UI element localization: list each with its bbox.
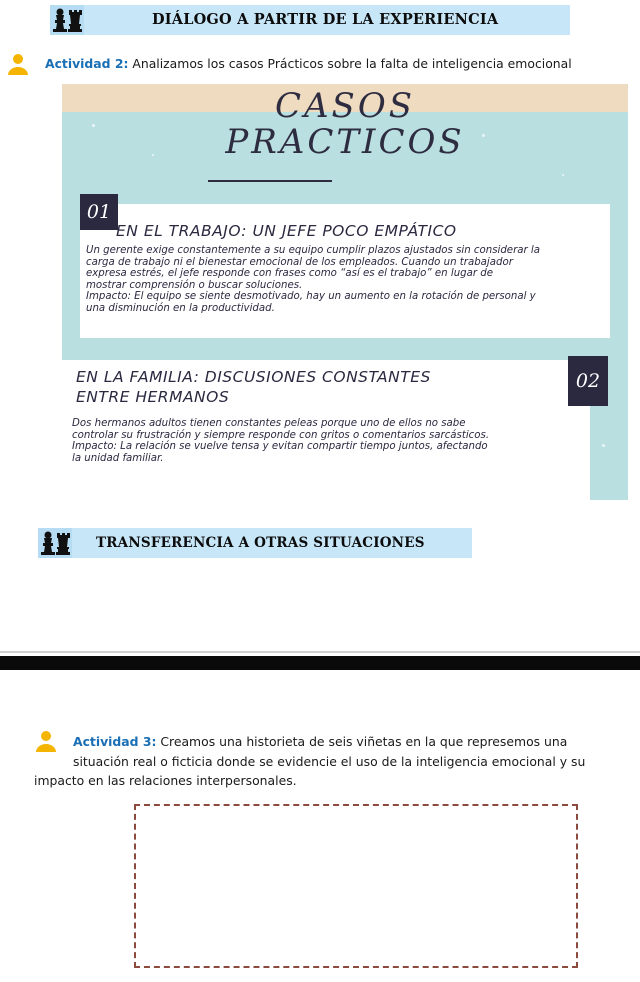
comic-drawing-area[interactable] [134,804,578,968]
title-underline [208,180,332,182]
divider-line [0,651,640,653]
infographic-title-line2: PRACTICOS [225,122,465,162]
case-1-line: Impacto: El equipo se siente desmotivado, hay un aumento en la rotación de personal y [86,291,536,303]
case-2-line: Dos hermanos adultos tienen constantes peleas porque uno de ellos no sabe [72,418,466,429]
chess-pieces-icon [38,528,72,558]
case-body-1 [86,245,606,315]
case-1-line: mostrar comprensión o buscar soluciones. [86,279,303,291]
activity-3-text-1: Creamos una historieta de seis viñetas en la que represemos una [156,734,568,749]
infographic-title-line1: CASOS [274,86,416,126]
casos-practicos-infographic [62,84,628,500]
case-1-line: expresa estrés, el jefe responde con frases como “así es el trabajo” en lugar de [86,268,494,280]
case-body-2 [72,418,582,464]
case-1-line: Un gerente exige constantemente a su equipo cumplir plazos ajustados sin considerar la [86,245,540,256]
case-2-line: la unidad familiar. [72,452,164,464]
case-heading-2-line1: EN LA FAMILIA: DISCUSIONES CONSTANTES [76,368,431,386]
activity-2-description: Analizamos los casos Prácticos sobre la falta de inteligencia emocional [128,56,572,71]
chess-pieces-icon [50,5,84,35]
section-title-transferencia: TRANSFERENCIA A OTRAS SITUACIONES [96,535,425,551]
section-title-dialogo: DIÁLOGO A PARTIR DE LA EXPERIENCIA [152,11,499,28]
activity-3-label: Actividad 3: [73,734,157,749]
divider-bar [0,656,640,670]
person-icon [6,53,30,75]
case-1-line: carga de trabajo ni el bienestar emocional de los empleados. Cuando un trabajador [86,256,513,268]
case-heading-2-line2: ENTRE HERMANOS [76,388,230,406]
person-icon [34,730,58,752]
activity-3-line1 [73,733,633,750]
activity-3-line3: impacto en las relaciones interpersonales. [34,773,297,788]
case-number-1: 01 [80,194,118,230]
case-heading-1: EN EL TRABAJO: UN JEFE POCO EMPÁTICO [116,222,457,240]
activity-2-label: Actividad 2: [45,56,129,71]
case-number-2: 02 [568,356,608,406]
activity-2-text [45,55,635,72]
case-2-line: Impacto: La relación se vuelve tensa y evitan compartir tiempo juntos, afectando [72,441,488,453]
case-1-line: una disminución en la productividad. [86,302,275,314]
activity-3-line2: situación real o ficticia donde se evidencie el uso de la inteligencia emocional y su [73,754,586,769]
case-2-line: controlar su frustración y siempre responde con gritos o comentarios sarcásticos. [72,429,490,441]
